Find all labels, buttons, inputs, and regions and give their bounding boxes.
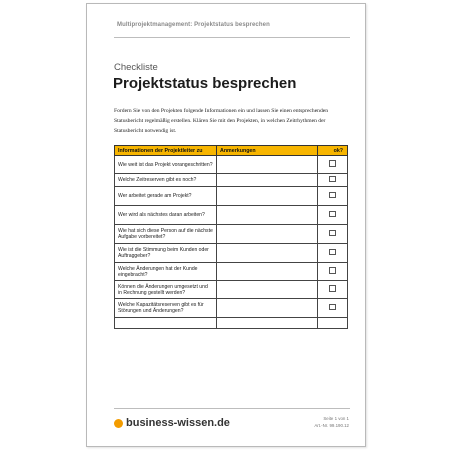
table-row (115, 187, 348, 206)
row-notes-cell[interactable] (217, 156, 318, 174)
row-ok-cell (318, 263, 348, 281)
ok-checkbox[interactable] (329, 285, 336, 292)
document-subtitle: Checkliste (114, 62, 158, 73)
article-number: Art.-Nr. 99.190.12 (314, 423, 349, 428)
table-row (115, 225, 348, 244)
document-title: Projektstatus besprechen (113, 75, 297, 92)
page-number: Seite 1 von 1 (323, 416, 349, 421)
row-question: Wer wird als nächstes daran arbeiten? (115, 206, 217, 225)
column-header-ok: ok? (318, 146, 348, 156)
row-ok-cell (318, 187, 348, 206)
row-ok-cell (318, 299, 348, 318)
intro-paragraph: Fordern Sie von den Projekten folgende Informationen ein und lassen Sie einen entsprechenden Statusbericht regelmäßig erstellen. Klären Sie mit den Projekten, in welchen Zeitrhythmen der Statusbericht notwendig ist. (114, 108, 329, 135)
row-notes-cell[interactable] (217, 263, 318, 281)
row-notes-cell[interactable] (217, 225, 318, 244)
table-row (115, 318, 348, 329)
table-header-row (115, 146, 348, 156)
column-header-notes: Anmerkungen (217, 146, 318, 156)
table-row (115, 299, 348, 318)
row-question: Welche Zeitreserven gibt es noch? (115, 174, 217, 187)
ok-checkbox[interactable] (329, 211, 336, 218)
checklist-table (114, 145, 348, 329)
row-question: Können die Änderungen umgesetzt und in Rechnung gestellt werden? (115, 281, 217, 299)
table-row (115, 281, 348, 299)
row-question: Wie ist die Stimmung beim Kunden oder Auftraggeber? (115, 244, 217, 263)
row-notes-cell[interactable] (217, 299, 318, 318)
row-question: Welche Änderungen hat der Kunde eingebracht? (115, 263, 217, 281)
ok-checkbox[interactable] (329, 249, 336, 256)
table-row (115, 174, 348, 187)
ok-checkbox[interactable] (329, 160, 336, 167)
document-header: Multiprojektmanagement: Projektstatus besprechen (117, 22, 270, 28)
row-notes-cell[interactable] (217, 206, 318, 225)
ok-checkbox[interactable] (329, 192, 336, 199)
table-row (115, 206, 348, 225)
row-question: Welche Kapazitätsreserven gibt es für Störungen und Änderungen? (115, 299, 217, 318)
row-notes-cell[interactable] (217, 281, 318, 299)
row-notes-cell[interactable] (217, 318, 318, 329)
row-ok-cell (318, 318, 348, 329)
row-ok-cell (318, 174, 348, 187)
page-info (314, 415, 349, 429)
row-notes-cell[interactable] (217, 244, 318, 263)
brand-logo (114, 417, 230, 429)
header-divider (114, 37, 350, 38)
ok-checkbox[interactable] (329, 176, 336, 183)
row-ok-cell (318, 206, 348, 225)
column-header-topic: Informationen der Projektleiter zu (115, 146, 217, 156)
row-notes-cell[interactable] (217, 187, 318, 206)
row-ok-cell (318, 244, 348, 263)
row-ok-cell (318, 225, 348, 244)
logo-dot-icon (114, 419, 123, 428)
table-row (115, 244, 348, 263)
document-page (86, 3, 366, 447)
row-question (115, 318, 217, 329)
ok-checkbox[interactable] (329, 267, 336, 274)
row-ok-cell (318, 281, 348, 299)
row-question: Wie hat sich diese Person auf die nächste Aufgabe vorbereitet? (115, 225, 217, 244)
row-question: Wer arbeitet gerade am Projekt? (115, 187, 217, 206)
row-question: Wie weit ist das Projekt vorangeschritten? (115, 156, 217, 174)
logo-text: business-wissen.de (126, 417, 230, 429)
table-row (115, 263, 348, 281)
row-ok-cell (318, 156, 348, 174)
ok-checkbox[interactable] (329, 230, 336, 237)
footer-divider (114, 408, 350, 409)
table-row (115, 156, 348, 174)
ok-checkbox[interactable] (329, 304, 336, 311)
row-notes-cell[interactable] (217, 174, 318, 187)
